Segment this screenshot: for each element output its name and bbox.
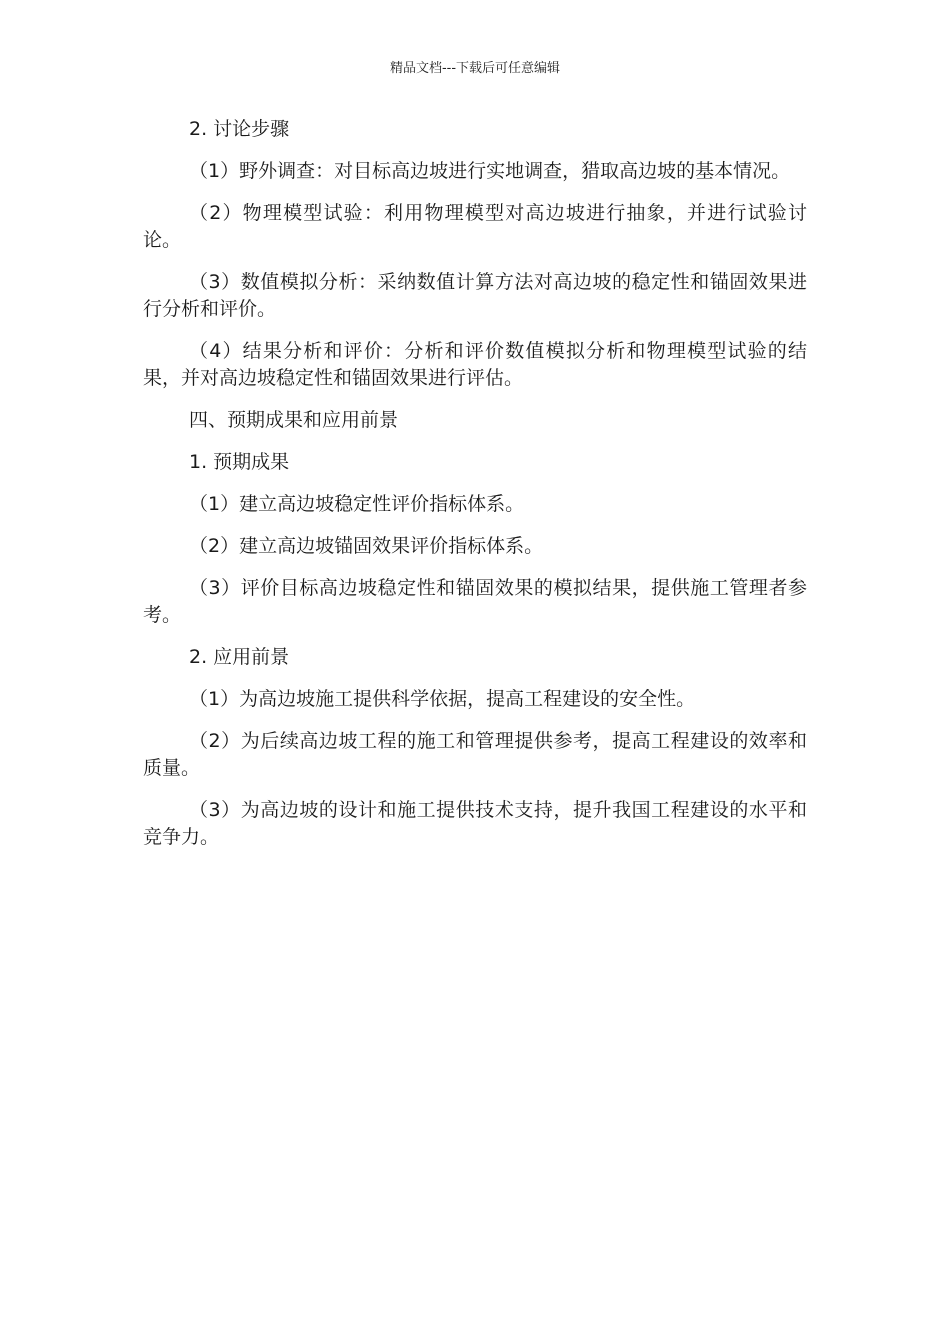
paragraph-reference: （2）为后续高边坡工程的施工和管理提供参考，提高工程建设的效率和质量。 — [143, 730, 807, 779]
heading-discussion-steps: 2. 讨论步骤 — [189, 118, 290, 140]
paragraph-stability-index: （1）建立高边坡稳定性评价指标体系。 — [189, 493, 525, 515]
heading-expected-results-applications: 四、预期成果和应用前景 — [189, 409, 399, 431]
document-body — [143, 116, 807, 866]
paragraph-field-survey: （1）野外调查：对目标高边坡进行实地调查，猎取高边坡的基本情况。 — [189, 160, 791, 182]
page-header: 精品文档---下载后可任意编辑 — [389, 61, 561, 76]
heading-expected-results: 1. 预期成果 — [189, 451, 290, 473]
paragraph-result-analysis: （4）结果分析和评价：分析和评价数值模拟分析和物理模型试验的结果，并对高边坡稳定性和锚固效果进行评估。 — [143, 340, 807, 389]
paragraph-anchorage-index: （2）建立高边坡锚固效果评价指标体系。 — [189, 535, 544, 557]
paragraph-numerical-simulation: （3）数值模拟分析：采纳数值计算方法对高边坡的稳定性和锚固效果进行分析和评价。 — [143, 271, 807, 320]
heading-application-prospects: 2. 应用前景 — [189, 646, 290, 668]
paragraph-physical-model: （2）物理模型试验：利用物理模型对高边坡进行抽象，并进行试验讨论。 — [143, 202, 807, 251]
paragraph-technical-support: （3）为高边坡的设计和施工提供技术支持，提升我国工程建设的水平和竞争力。 — [143, 799, 807, 848]
paragraph-simulation-evaluation: （3）评价目标高边坡稳定性和锚固效果的模拟结果，提供施工管理者参考。 — [143, 577, 807, 626]
paragraph-scientific-basis: （1）为高边坡施工提供科学依据，提高工程建设的安全性。 — [189, 688, 696, 710]
